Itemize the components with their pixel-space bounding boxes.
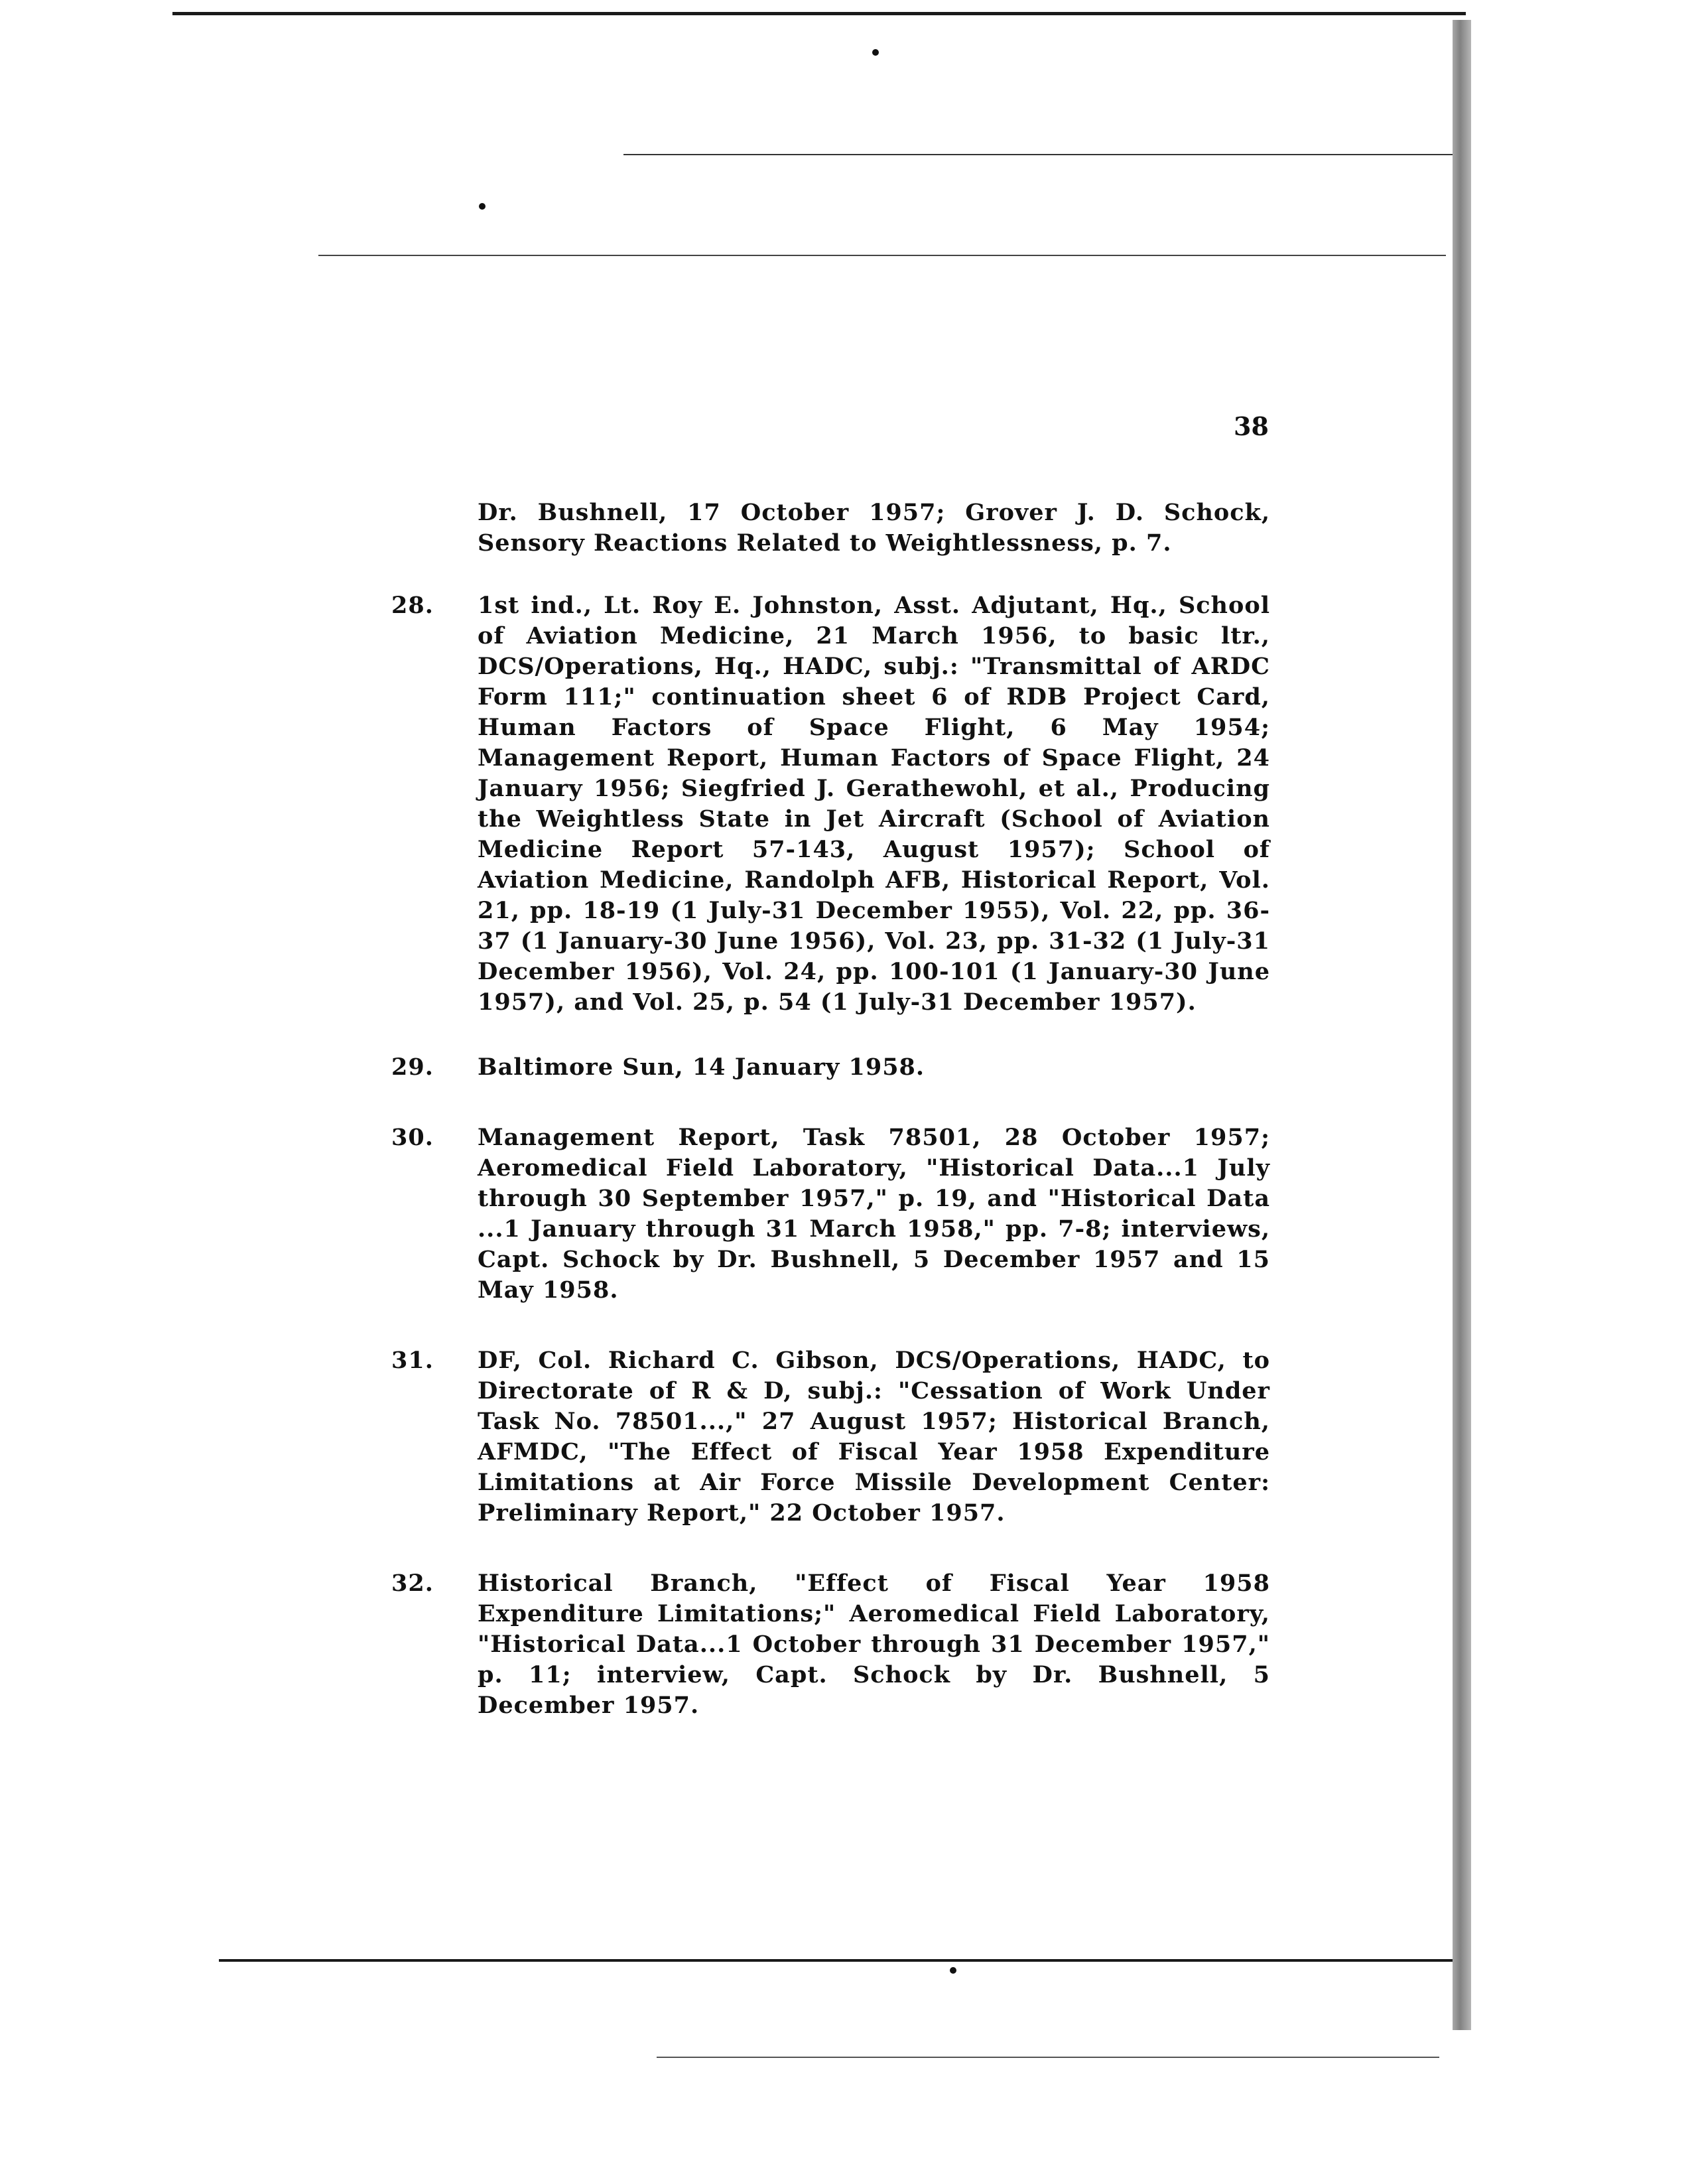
note-32 bbox=[391, 1568, 1270, 1721]
scan-line bbox=[657, 2057, 1439, 2058]
note-text: Baltimore Sun, 14 January 1958. bbox=[478, 1054, 925, 1081]
page-edge-right bbox=[1453, 20, 1471, 2030]
endnotes bbox=[391, 498, 1270, 1721]
scan-line bbox=[623, 154, 1453, 155]
note-number: 32. bbox=[391, 1570, 434, 1597]
note-continuation bbox=[391, 498, 1270, 559]
note-31 bbox=[391, 1345, 1270, 1529]
note-number: 31. bbox=[391, 1347, 434, 1374]
note-30 bbox=[391, 1123, 1270, 1306]
note-number: 30. bbox=[391, 1124, 434, 1151]
note-number: 28. bbox=[391, 592, 434, 619]
note-text: Dr. Bushnell, 17 October 1957; Grover J. D. Schock, Sensory Reactions Related to Weightlessness, p. 7. bbox=[478, 499, 1270, 557]
scan-line bbox=[318, 255, 1446, 256]
note-text: DF, Col. Richard C. Gibson, DCS/Operations, HADC, to Directorate of R & D, subj.: "Cessation of Work Under Task No. 78501...," 27 August 1957; Historical Branch, AFMDC, "The Effect of Fiscal Year 1958 Expenditure Limitations at Air Force Missile Development Center: Preliminary Report," 22 October 1957. bbox=[478, 1347, 1270, 1527]
note-text: 1st ind., Lt. Roy E. Johnston, Asst. Adjutant, Hq., School of Aviation Medicine, 21 March 1956, to basic ltr., DCS/Operations, Hq., HADC, subj.: "Transmittal of ARDC Form 111;" continuation sheet 6 of RDB Project Card, Human Factors of Space Flight, 6 May 1954; Management Report, Human Factors of Space Flight, 24 January 1956; Siegfried J. Gerathewohl, et al., Producing the Weightless State in Jet Aircraft (School of Aviation Medicine Report 57-143, August 1957); School of Aviation Medicine, Randolph AFB, Historical Report, Vol. 21, pp. 18-19 (1 July-31 December 1955), Vol. 22, pp. 36-37 (1 January-30 June 1956), Vol. 23, pp. 31-32 (1 July-31 December 1956), Vol. 24, pp. 100-101 (1 January-30 June 1957), and Vol. 25, p. 54 (1 July-31 December 1957). bbox=[478, 592, 1270, 1016]
page-edge-top bbox=[172, 12, 1466, 15]
scan-speck bbox=[479, 203, 486, 210]
note-number: 29. bbox=[391, 1054, 434, 1081]
scan-speck bbox=[950, 1967, 956, 1974]
page-number: 38 bbox=[1234, 411, 1269, 441]
note-28 bbox=[391, 590, 1270, 1018]
note-text: Management Report, Task 78501, 28 October 1957; Aeromedical Field Laboratory, "Historical Data...1 July through 30 September 1957," p. 19, and "Historical Data ...1 January through 31 March 1958," pp. 7-8; interviews, Capt. Schock by Dr. Bushnell, 5 December 1957 and 15 May 1958. bbox=[478, 1124, 1270, 1304]
page-edge-bottom bbox=[219, 1959, 1453, 1962]
note-29 bbox=[391, 1052, 1270, 1083]
scan-speck bbox=[872, 49, 879, 56]
note-text: Historical Branch, "Effect of Fiscal Year 1958 Expenditure Limitations;" Aeromedical Field Laboratory, "Historical Data...1 October through 31 December 1957," p. 11; interview, Capt. Schock by Dr. Bushnell, 5 December 1957. bbox=[478, 1570, 1270, 1719]
